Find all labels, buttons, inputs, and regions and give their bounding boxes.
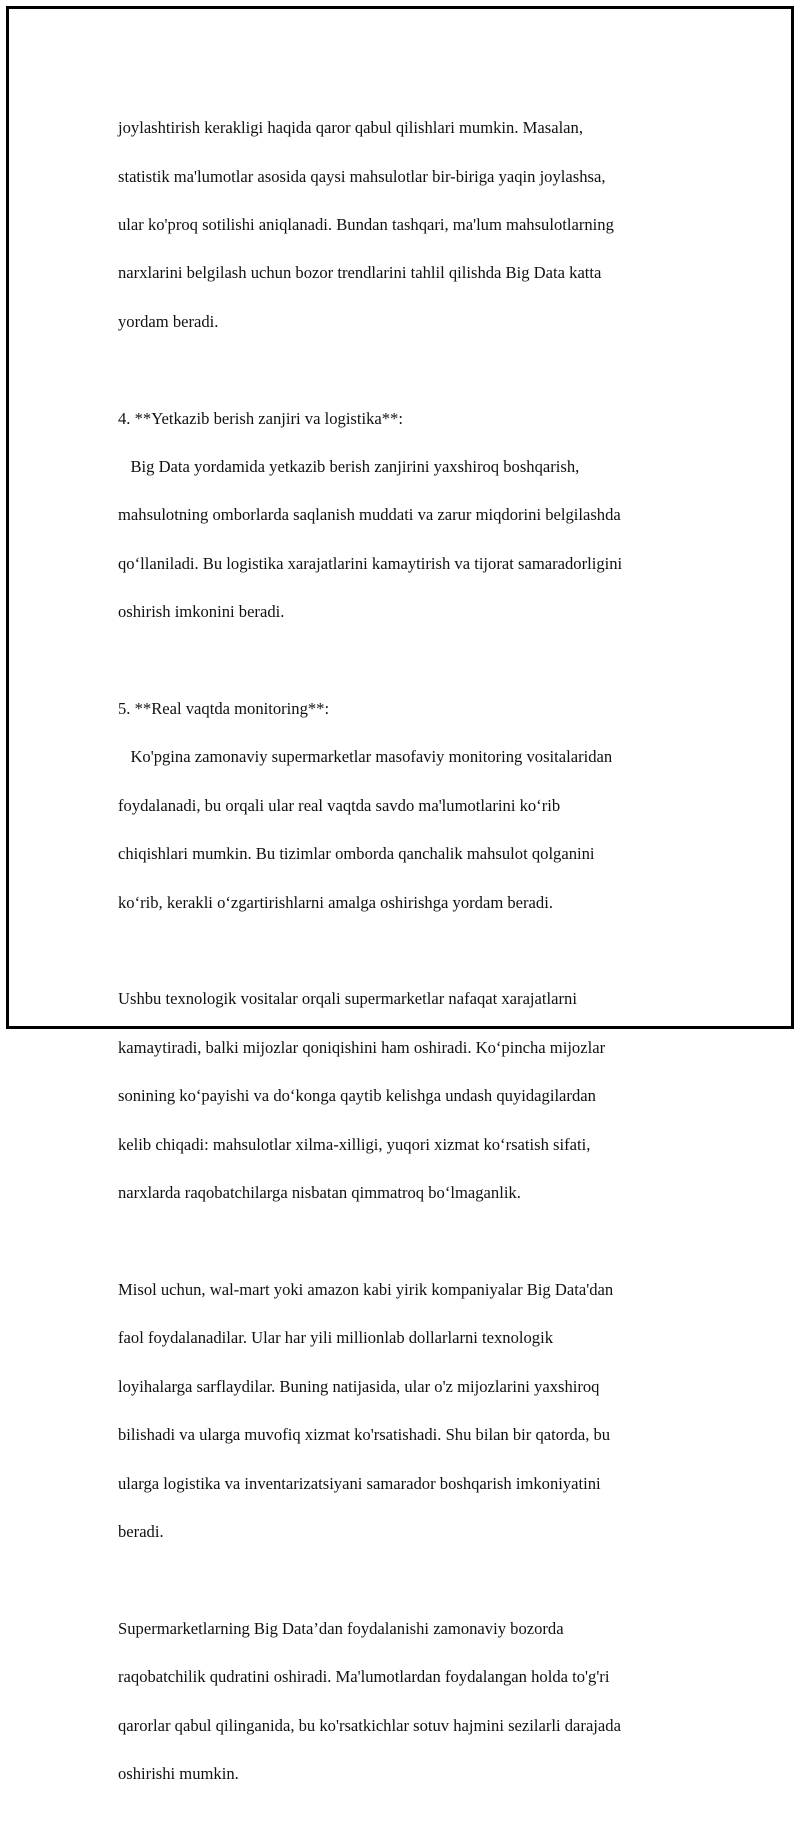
text-line: loyihalarga sarflaydilar. Buning natijasida, ular o'z mijozlarini yaxshiroq (118, 1376, 600, 1396)
text-line: kamaytiradi, balki mijozlar qoniqishini ham oshiradi. Ko‘pincha mijozlar (118, 1037, 606, 1057)
text-line: qo‘llaniladi. Bu logistika xarajatlarini kamaytirish va tijorat samaradorligini (118, 553, 623, 573)
text-line: Ko'pgina zamonaviy supermarketlar masofaviy monitoring vositalaridan (118, 747, 613, 767)
text-line: Supermarketlarning Big Data’dan foydalanishi zamonaviy bozorda (118, 1618, 564, 1638)
text-line: yordam beradi. (118, 311, 219, 331)
text-line: statistik ma'lumotlar asosida qaysi mahsulotlar bir-biriga yaqin joylashsa, (118, 166, 606, 186)
text-line: qarorlar qabul qilinganida, bu ko'rsatkichlar sotuv hajmini sezilarli darajada (118, 1715, 621, 1735)
paragraph-item-4 (118, 382, 688, 648)
text-line: bilishadi va ularga muvofiq xizmat ko'rsatishadi. Shu bilan bir qatorda, bu (118, 1425, 611, 1445)
text-line: narxlarini belgilash uchun bozor trendlarini tahlil qilishda Big Data katta (118, 263, 602, 283)
text-line: Ushbu texnologik vositalar orqali supermarketlar nafaqat xarajatlarni (118, 989, 577, 1009)
text-line: foydalanadi, bu orqali ular real vaqtda savdo ma'lumotlarini ko‘rib (118, 795, 561, 815)
text-line: narxlarda raqobatchilarga nisbatan qimmatroq bo‘lmaganlik. (118, 1183, 521, 1203)
paragraph-item-5 (118, 673, 688, 939)
text-line: ular ko'proq sotilishi aniqlanadi. Bundan tashqari, ma'lum mahsulotlarning (118, 215, 614, 235)
text-line: ko‘rib, kerakli o‘zgartirishlarni amalga oshirishga yordam beradi. (118, 892, 553, 912)
paragraph-conclusion (118, 1593, 688, 1811)
text-line: ularga logistika va inventarizatsiyani samarador boshqarish imkoniyatini (118, 1473, 601, 1493)
text-line: mahsulotning omborlarda saqlanish muddati va zarur miqdorini belgilashda (118, 505, 621, 525)
text-line: oshirish imkonini beradi. (118, 602, 285, 622)
document-body (118, 92, 688, 1835)
text-line: kelib chiqadi: mahsulotlar xilma-xilligi, yuqori xizmat ko‘rsatish sifati, (118, 1134, 591, 1154)
paragraph-benefits (118, 963, 688, 1229)
text-line: chiqishlari mumkin. Bu tizimlar omborda qanchalik mahsulot qolganini (118, 844, 595, 864)
text-line: oshirishi mumkin. (118, 1763, 239, 1783)
text-line: Big Data yordamida yetkazib berish zanjirini yaxshiroq boshqarish, (118, 457, 580, 477)
item-heading: 4. **Yetkazib berish zanjiri va logistika**: (118, 408, 403, 428)
text-line: beradi. (118, 1521, 164, 1541)
text-line: sonining ko‘payishi va do‘konga qaytib kelishga undash quyidagilardan (118, 1086, 596, 1106)
paragraph-intro (118, 92, 688, 358)
text-line: joylashtirish kerakligi haqida qaror qabul qilishlari mumkin. Masalan, (118, 118, 583, 138)
text-line: faol foydalanadilar. Ular har yili millionlab dollarlarni texnologik (118, 1328, 554, 1348)
text-line: Misol uchun, wal-mart yoki amazon kabi yirik kompaniyalar Big Data'dan (118, 1279, 614, 1299)
paragraph-example (118, 1254, 688, 1569)
item-heading: 5. **Real vaqtda monitoring**: (118, 699, 330, 719)
text-line: raqobatchilik qudratini oshiradi. Ma'lumotlardan foydalangan holda to'g'ri (118, 1667, 610, 1687)
